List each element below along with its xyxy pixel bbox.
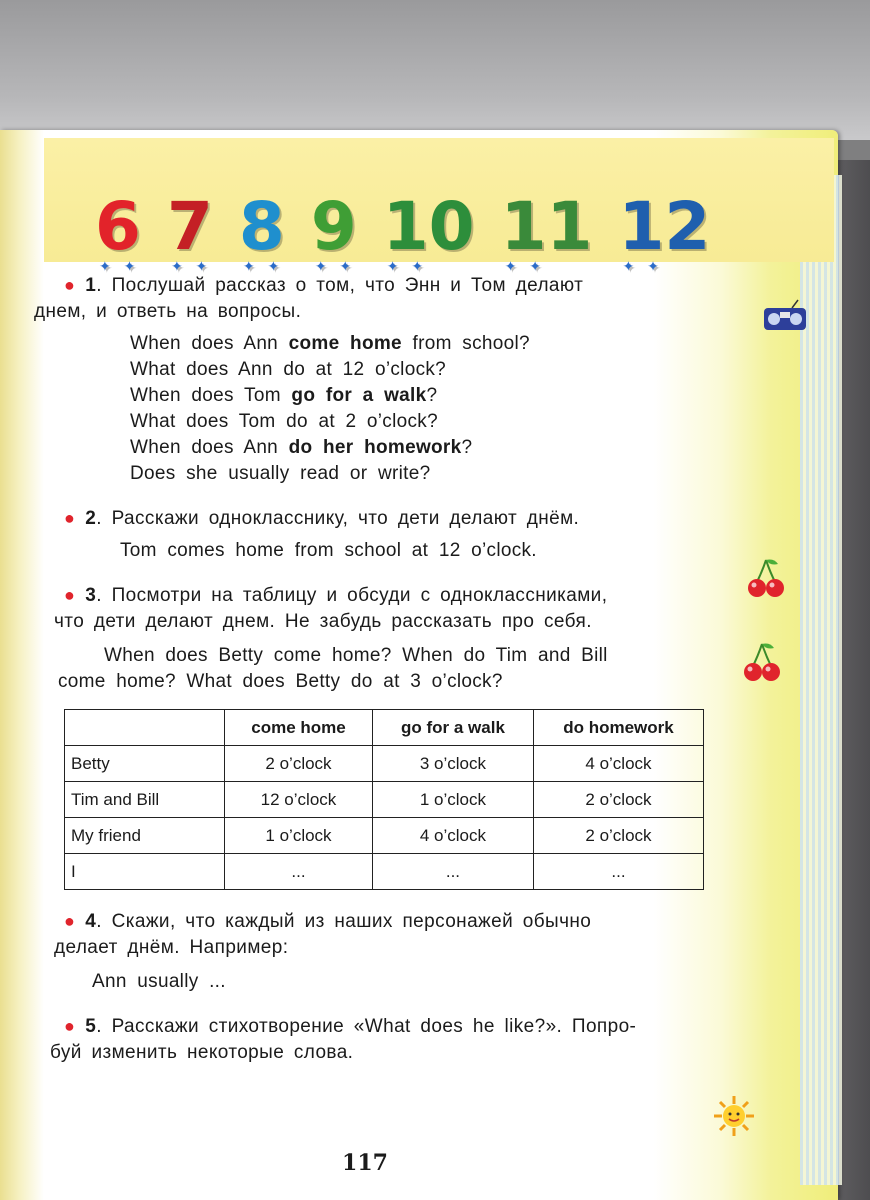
table-cell: Betty [65,746,225,782]
left-page-edge [0,130,44,1200]
bullet: ● [64,1016,76,1036]
table-cell: Tim and Bill [65,782,225,818]
question: What does Ann do at 12 o’clock? [130,359,447,380]
cherries-icon [742,640,782,684]
instruction-text: Послушай рассказ о том, что Энн и Том делают [111,275,584,296]
header-number: 11 ✦ ✦ [501,194,593,260]
instruction-text: днем, и ответь на вопросы. [34,301,302,322]
header-number: 12 ✦ ✦ [618,194,710,260]
sun-icon [712,1094,756,1138]
background-top [0,0,870,140]
header-number: 7 ✦ ✦ [167,194,213,260]
table-cell: 3 o’clock [372,746,533,782]
header-number: 8 ✦ ✦ [239,194,285,260]
question: When does Ann do her homework? [130,437,473,458]
instruction-text: буй изменить некоторые слова. [50,1042,354,1063]
table-cell: 2 o’clock [225,746,373,782]
table-cell: ... [372,854,533,890]
instruction-text: Расскажи стихотворение «What does he like?». Попро- [111,1016,637,1037]
header-number: 10 ✦ ✦ [383,194,475,260]
table-header [65,710,225,746]
table-cell: 1 o’clock [372,782,533,818]
table-cell: ... [225,854,373,890]
task-number: 4 [85,911,97,932]
prompt-text: come home? What does Betty do at 3 o’clock? [58,671,503,692]
task-1-instruction: ● 1. Послушай рассказ о том, что Энн и Том делают [64,275,584,296]
example-sentence: Ann usually ... [92,971,226,992]
bullet: ● [64,508,76,528]
instruction-text: что дети делают днем. Не забудь рассказать про себя. [54,611,592,632]
task-3 [54,582,754,890]
question: What does Tom do at 2 o’clock? [130,411,438,432]
table-cell: 1 o’clock [225,818,373,854]
prompt-text: When does Betty come home? When do Tim and Bill [104,645,608,666]
instruction-text: делает днём. Например: [54,937,289,958]
schedule-table [64,709,704,890]
table-header: go for a walk [372,710,533,746]
instruction-text: Посмотри на таблицу и обсуди с одноклассниками, [111,585,608,606]
table-row [65,818,704,854]
question: When does Ann come home from school? [130,333,530,354]
task-2-instruction: ● 2. Расскажи однокласснику, что дети делают днём. [64,508,580,529]
example-sentence: Tom comes home from school at 12 o’clock. [120,540,537,561]
bullet: ● [64,911,76,931]
table-cell: 12 o’clock [225,782,373,818]
task-2 [64,505,754,564]
table-cell: 4 o’clock [372,818,533,854]
task-5-instruction: ● 5. Расскажи стихотворение «What does he like?». Попро- [64,1016,637,1037]
table-cell: 4 o’clock [533,746,703,782]
bullet: ● [64,275,76,295]
table-row [65,746,704,782]
table-header-row [65,710,704,746]
table-cell: 2 o’clock [533,782,703,818]
task-number: 1 [85,275,97,296]
task-number: 2 [85,508,97,529]
radio-cassette-icon [762,298,808,332]
task-number: 5 [85,1016,97,1037]
header-number: 9 ✦ ✦ [311,194,357,260]
table-row [65,782,704,818]
table-header: come home [225,710,373,746]
question-list [64,331,754,487]
question: Does she usually read or write? [130,463,431,484]
instruction-text: Расскажи однокласснику, что дети делают днём. [111,508,580,529]
table-cell: ... [533,854,703,890]
table-cell: My friend [65,818,225,854]
table-header: do homework [533,710,703,746]
table-row [65,854,704,890]
task-1 [34,272,754,487]
instruction-text: Скажи, что каждый из наших персонажей обычно [111,911,592,932]
cherries-icon [746,556,786,600]
task-5 [50,1013,754,1066]
header-numbers [95,150,775,265]
task-number: 3 [85,585,97,606]
task-4 [54,908,754,995]
table-cell: 2 o’clock [533,818,703,854]
question: When does Tom go for a walk? [130,385,438,406]
page-content [34,268,754,1066]
header-number: 6 ✦ ✦ [95,194,141,260]
bullet: ● [64,585,76,605]
task-4-instruction: ● 4. Скажи, что каждый из наших персонажей обычно [64,911,592,932]
table-cell: I [65,854,225,890]
page-number: 117 [342,1150,388,1176]
task-3-instruction: ● 3. Посмотри на таблицу и обсуди с одноклассниками, [64,585,608,606]
